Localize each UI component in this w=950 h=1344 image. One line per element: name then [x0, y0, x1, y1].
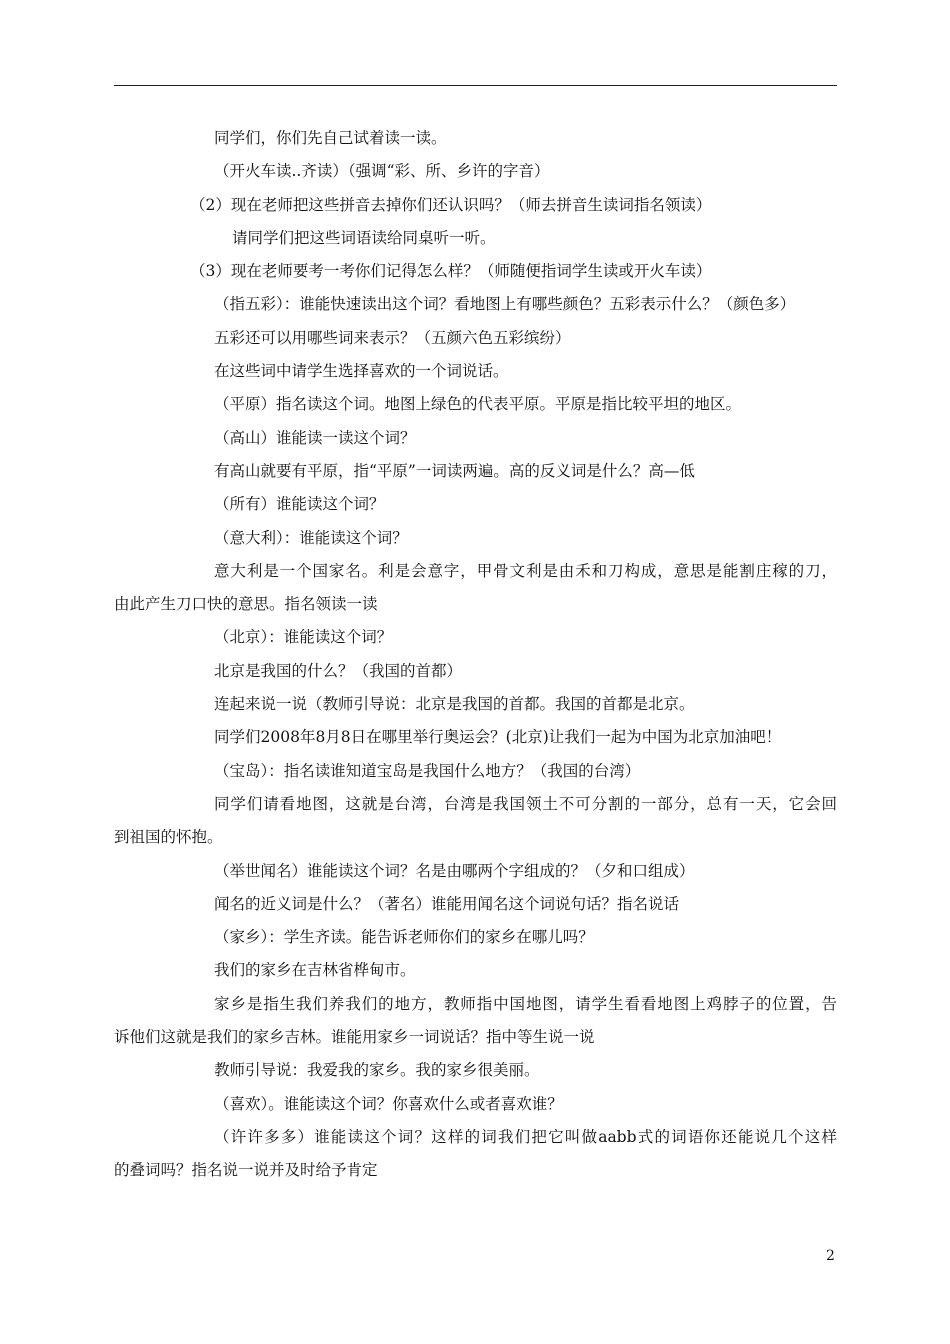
document-body — [114, 122, 837, 1188]
paragraph-line: 的叠词吗？指名说一说并及时给予肯定 — [114, 1161, 378, 1180]
paragraph-line: 我们的家乡在吉林省桦甸市。 — [214, 961, 416, 980]
paragraph-line: 在这些词中请学生选择喜欢的一个词说话。 — [214, 362, 509, 381]
paragraph-line: 同学们请看地图，这就是台湾，台湾是我国领土不可分割的一部分，总有一天，它会回 — [214, 794, 837, 813]
paragraph-line: （北京）：谁能读这个词？ — [214, 628, 393, 647]
paragraph-line: （2）现在老师把这些拼音去掉你们还认识吗？（师去拼音生读词指名领读） — [190, 195, 712, 214]
paragraph-line: 连起来说一说（教师引导说：北京是我国的首都。我国的首都是北京。 — [214, 695, 695, 714]
paragraph-line: 五彩还可以用哪些词来表示？（五颜六色五彩缤纷） — [214, 328, 571, 347]
paragraph-line: 意大利是一个国家名。利是会意字，甲骨文利是由禾和刀构成，意思是能割庄稼的刀， — [214, 561, 837, 580]
paragraph-line: 北京是我国的什么？（我国的首都） — [214, 661, 463, 680]
page-number: 2 — [826, 1248, 835, 1264]
paragraph-line: 诉他们这就是我们的家乡吉林。谁能用家乡一词说话？指中等生说一说 — [114, 1028, 595, 1047]
paragraph-line: （喜欢）。谁能读这个词？你喜欢什么或者喜欢谁？ — [214, 1094, 563, 1113]
paragraph-line: 同学们，你们先自己试着读一读。 — [214, 129, 447, 147]
paragraph-line: （3）现在老师要考一考你们记得怎么样？（师随便指词学生读或开火车读） — [190, 262, 712, 281]
paragraph-line: （意大利）：谁能读这个词？ — [214, 528, 408, 547]
paragraph-line: （开火车读..齐读）（强调“彩、所、乡许的字音） — [214, 162, 550, 181]
paragraph-line: （高山）谁能读一读这个词？ — [214, 428, 416, 447]
paragraph-line: （家乡）：学生齐读。能告诉老师你们的家乡在哪儿吗？ — [214, 928, 594, 947]
paragraph-line: 教师引导说：我爱我的家乡。我的家乡很美丽。 — [214, 1061, 540, 1080]
paragraph-line: （平原）指名读这个词。地图上绿色的代表平原。平原是指比较平坦的地区。 — [214, 395, 742, 414]
paragraph-line: 家乡是指生我们养我们的地方，教师指中国地图，请学生看看地图上鸡脖子的位置，告 — [214, 994, 837, 1013]
paragraph-line: （所有）谁能读这个词？ — [214, 495, 385, 514]
paragraph-line: （指五彩）：谁能快速读出这个词？看地图上有哪些颜色？五彩表示什么？（颜色多） — [214, 295, 796, 314]
paragraph-line: 请同学们把这些词语读给同桌听一听。 — [232, 228, 496, 247]
paragraph-line: （许许多多）谁能读这个词？这样的词我们把它叫做aabb式的词语你还能说几个这样 — [214, 1127, 837, 1146]
paragraph-line: 到祖国的怀抱。 — [114, 828, 223, 847]
paragraph-line: （宝岛）：指名读谁知道宝岛是我国什么地方？（我国的台湾） — [214, 761, 641, 780]
paragraph-line: 闻名的近义词是什么？（著名）谁能用闻名这个词说句话？指名说话 — [214, 894, 680, 913]
paragraph-line: 由此产生刀口快的意思。指名领读一读 — [114, 595, 378, 614]
paragraph-line: （举世闻名）谁能读这个词？名是由哪两个字组成的？（夕和口组成） — [214, 861, 695, 880]
header-rule — [114, 85, 837, 86]
paragraph-line: 同学们2008年8月8日在哪里举行奥运会？(北京)让我们一起为中国为北京加油吧！ — [214, 728, 782, 747]
paragraph-line: 有高山就要有平原，指“平原”一词读两遍。高的反义词是什么？高—低 — [214, 461, 695, 480]
